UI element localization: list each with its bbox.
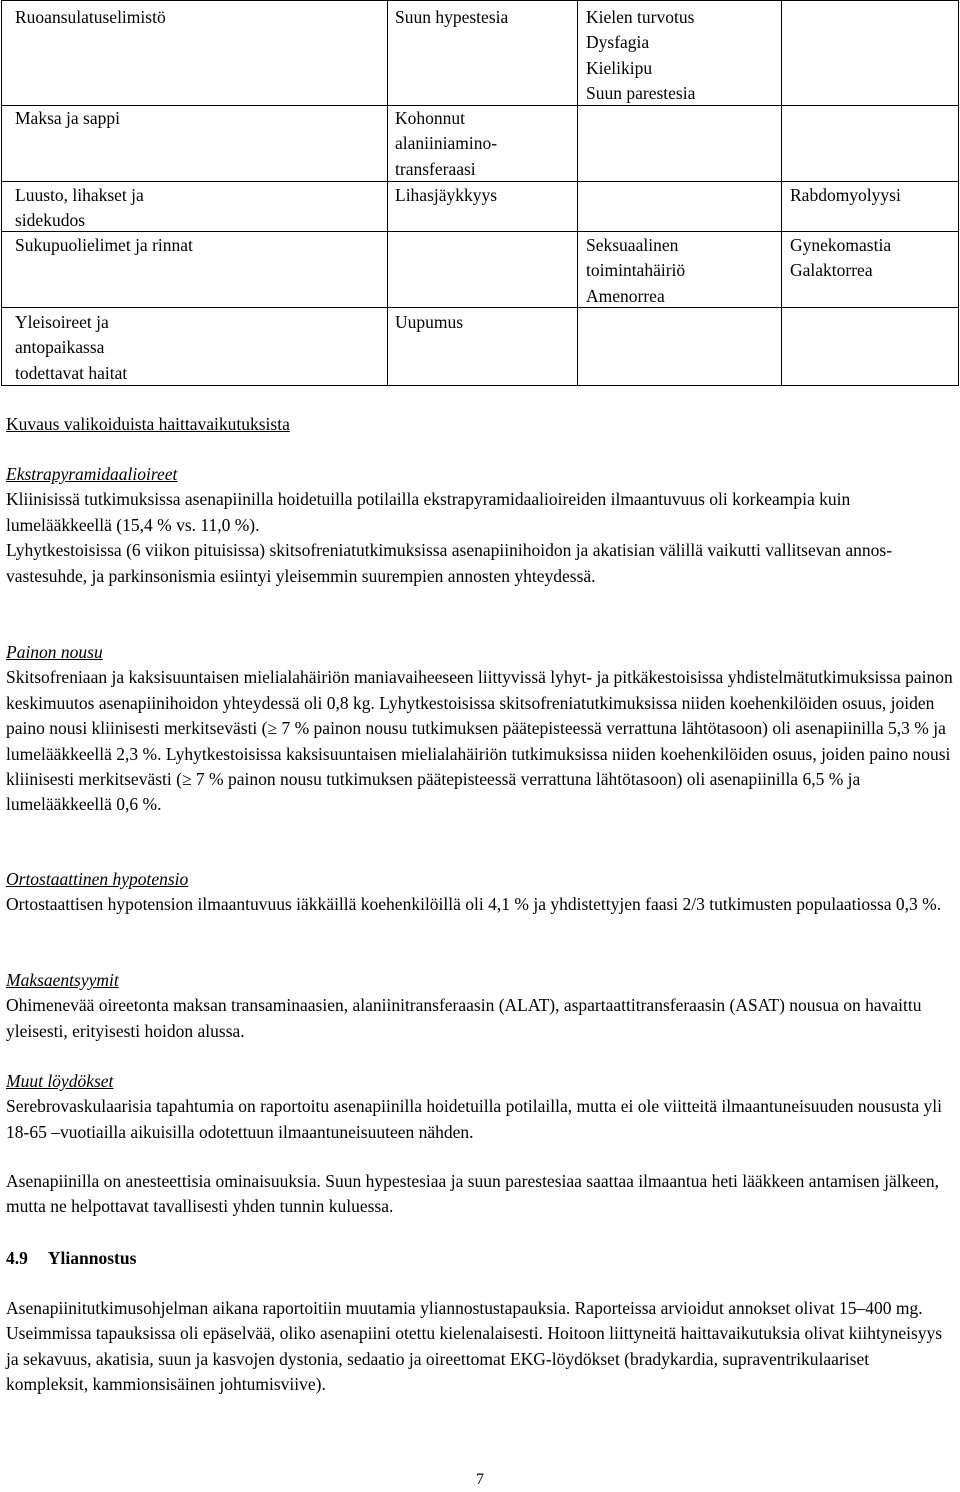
row-divider (2, 307, 387, 308)
overdose-paragraph: Asenapiinitutkimusohjelman aikana raportoitiin muutamia yliannostustapauksia. Raporteissa arvioidut annokset olivat 15–400 mg. Useimmissa tapauksissa oli epäselvää, oliko asenapiini otettu kielenalaisesti. Hoitoon liittyneitä haittavaikutuksia olivat kiihtyneisyys ja sekavuus, akatisia, suun ja kasvojen dystonia, sedaatio ja oireettomat EKG-löydökset (bradykardia, supraventrikulaariset kompleksit, kammionsisäinen johtumisviive). (6, 1298, 943, 1395)
column-divider (387, 1, 388, 385)
column-divider (577, 1, 578, 385)
eps-heading: Ekstrapyramidaalioireet (6, 464, 178, 484)
reaction-cell: Suun hypestesia (395, 7, 509, 27)
anesthetic-paragraph: Asenapiinilla on anesteettisia ominaisuuksia. Suun hypestesiaa ja suun parestesiaa saattaa ilmaantua heti lääkkeen antamisen jälkeen, mutta ne helpottavat tavallisesti yhden tunnin kuluessa. (6, 1171, 940, 1217)
liver-heading: Maksaentsyymit (6, 970, 119, 990)
orthostatic-paragraph: Ortostaattisen hypotension ilmaantuvuus iäkkäillä koehenkilöillä oli 4,1 % ja yhdistettyjen faasi 2/3 tutkimusten populaatiossa 0,3 %. (6, 894, 942, 915)
adverse-reactions-table (1, 0, 959, 386)
reaction-cell: Kohonnut alaniiniamino-transferaasi (395, 108, 498, 179)
other-paragraph-1: Serebrovaskulaarisia tapahtumia on raportoitu asenapiinilla hoidetuilla potilailla, mutta ei ole viitteitä ilmaantuneisuuden noususta yli 18-65 –vuotiailla aikuisilla odotettuun ilmaantuneisuuteen nähden. (6, 1096, 943, 1142)
weight-section (6, 640, 954, 818)
organ-class-cell: Maksa ja sappi (15, 108, 120, 128)
row-divider (387, 231, 959, 232)
column-divider (781, 1, 782, 385)
other-heading: Muut löydökset (6, 1071, 114, 1091)
overdose-heading (6, 1246, 954, 1271)
eps-paragraph-2: Lyhytkestoisissa (6 viikon pituisissa) skitsofreniatutkimuksissa asenapiinihoidon ja akatisian välillä vaikutti vallitsevan annos-vastesuhde, ja parkinsonismia esiintyi yleisemmin suurempien annosten yhteydessä. (6, 540, 893, 586)
eps-section (6, 462, 954, 589)
organ-class-cell: Ruoansulatuselimistö (15, 7, 166, 27)
weight-heading: Painon nousu (6, 642, 103, 662)
liver-section (6, 968, 954, 1044)
reaction-cell: Rabdomyolyysi (790, 185, 901, 205)
orthostatic-section (6, 867, 954, 918)
reaction-cell: Lihasjäykkyys (395, 185, 498, 205)
reaction-cell: Gynekomastia Galaktorrea (790, 235, 892, 281)
weight-paragraph: Skitsofreniaan ja kaksisuuntaisen mielialahäiriön maniavaiheeseen liittyvissä lyhyt- ja pitkäkestoisissa yhdistelmätutkimuksissa painon keskimuutos asenapiinihoidon yhteydessä oli 0,8 kg. Lyhytkestoisissa skitsofreniatutkimuksissa niiden koehenkilöiden osuus, joiden paino nousi kliinisesti merkitsevästi (≥ 7 % painon nousu tutkimuksen päätepisteessä verrattuna lähtötasoon) oli asenapiinilla 5,3 % ja lumelääkkeellä 2,3 %. Lyhytkestoisissa kaksisuuntaisen mielialahäiriön tutkimuksissa niiden koehenkilöiden osuus, joiden paino nousi kliinisesti merkitsevästi (≥ 7 % painon nousu tutkimuksen päätepisteessä verrattuna lähtötasoon) oli asenapiinilla 6,5 % ja lumelääkkeellä 0,6 %. (6, 667, 953, 815)
organ-class-cell: Sukupuolielimet ja rinnat (15, 235, 193, 255)
reaction-cell: Seksuaalinen toimintahäiriö Amenorrea (586, 235, 686, 306)
page-number: 7 (476, 1471, 484, 1488)
eps-paragraph-1: Kliinisissä tutkimuksissa asenapiinilla hoidetuilla potilailla ekstrapyramidaalioireiden ilmaantuvuus oli korkeampia kuin lumelääkkeellä (15,4 % vs. 11,0 %). (6, 489, 851, 535)
section-title: Kuvaus valikoiduista haittavaikutuksista (6, 414, 290, 434)
other-section (6, 1069, 954, 1145)
overdose-title: Yliannostus (47, 1248, 137, 1268)
reaction-cell: Kielen turvotus Dysfagia Kielikipu Suun parestesia (586, 7, 696, 104)
organ-class-cell: Luusto, lihakset ja sidekudos (15, 185, 144, 231)
row-divider (2, 181, 387, 182)
organ-class-cell: Yleisoireet ja antopaikassa todettavat haitat (15, 312, 128, 383)
orthostatic-heading: Ortostaattinen hypotensio (6, 869, 189, 889)
reaction-cell: Uupumus (395, 312, 464, 332)
section-number: 4.9 (6, 1248, 28, 1268)
liver-paragraph: Ohimenevää oireetonta maksan transaminaasien, alaniinitransferaasin (ALAT), aspartaattitransferaasin (ASAT) nousua on havaittu yleisesti, erityisesti hoidon alussa. (6, 995, 922, 1041)
